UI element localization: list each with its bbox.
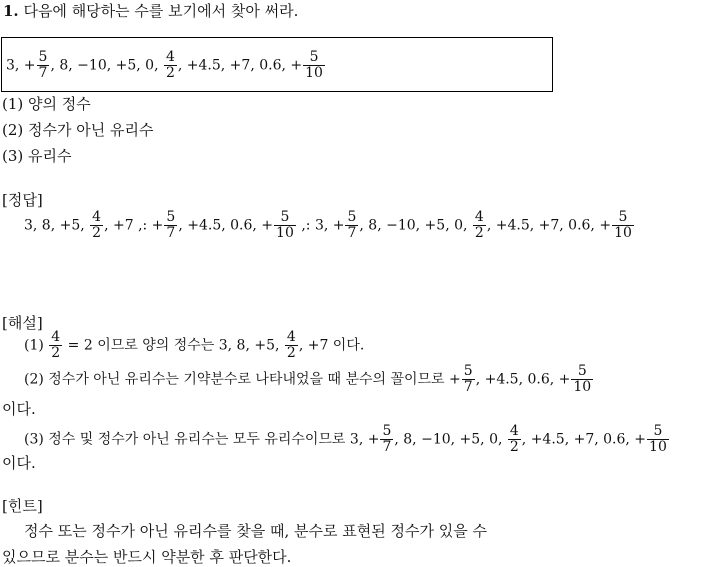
answer-label: [정답] [2,191,43,209]
item-1: (1) 양의 정수 [2,95,91,113]
choice-box-content [6,50,326,81]
solution-line-2: (2) 정수가 아닌 유리수는 기약분수로 나타내었을 때 분수의 꼴이므로 + $\frac{5}{7}$ , +4.5, 0.6, + $\frac{5}{10}$ [24,363,592,395]
fraction: $\frac{5}{10}$ [573,363,592,395]
box-text: , 8, −10, +5, 0, [50,57,163,74]
fraction: $\frac{4}{2}$ [509,423,519,455]
fraction: $\frac{5}{7}$ [38,49,48,81]
fraction: $\frac{4}{2}$ [286,329,296,361]
problem-number: 1. [3,2,19,20]
box-text: , +4.5, +7, 0.6, + [177,57,303,74]
problem-header [3,2,298,20]
problem-prompt: 다음에 해당하는 수를 보기에서 찾아 써라. [23,2,299,20]
fraction: $\frac{5}{7}$ [166,209,176,241]
box-text: 3, + [6,57,36,74]
solution-line-1: (1) $\frac{4}{2}$ = 2 이므로 양의 정수는 3, 8, +5, $\frac{4}{2}$ , +7 이다. [24,329,365,361]
solution-label: [해설] [2,314,43,332]
fraction: $\frac{5}{10}$ [649,423,667,455]
solution-line-3-end: 이다. [2,454,36,472]
fraction: $\frac{4}{2}$ [92,209,102,241]
fraction: $\frac{5}{7}$ [382,423,392,455]
hint-line-2: 있으므로 분수는 반드시 약분한 후 판단한다. [2,548,292,566]
fraction: $\frac{5}{7}$ [463,363,473,395]
solution-line-3: (3) 정수 및 정수가 아닌 유리수는 모두 유리수이므로 3, + $\frac{5}{7}$ , 8, −10, +5, 0, $\frac{4}{2}$ , +4.5, +7, 0.6, + $\frac{5}{10}$ [24,423,667,455]
answer-line: 3, 8, +5, $\frac{4}{2}$ , +7 ,: + $\frac{5}{7}$ , +4.5, 0.6, + $\frac{5}{10}$ ,: 3, + $\frac{5}{7}$ , 8, −10, +5, 0, $\frac{4}{2}$ , +4.5, +7, 0.6, + $\frac{5}{10}$ [24,209,632,241]
fraction: $\frac{4}{2}$ [165,49,175,81]
item-2: (2) 정수가 아닌 유리수 [2,121,154,139]
solution-line-2-end: 이다. [2,400,36,418]
hint-label: [힌트] [2,497,43,515]
item-3: (3) 유리수 [2,147,72,165]
fraction: $\frac{4}{2}$ [51,329,61,361]
fraction: $\frac{4}{2}$ [474,209,484,241]
fraction: $\frac{5}{10}$ [305,49,323,81]
fraction: $\frac{5}{10}$ [276,209,294,241]
fraction: $\frac{5}{7}$ [347,209,357,241]
hint-line-1: 정수 또는 정수가 아닌 유리수를 찾을 때, 분수로 표현된 정수가 있을 수 [24,522,487,540]
fraction: $\frac{5}{10}$ [614,209,632,241]
